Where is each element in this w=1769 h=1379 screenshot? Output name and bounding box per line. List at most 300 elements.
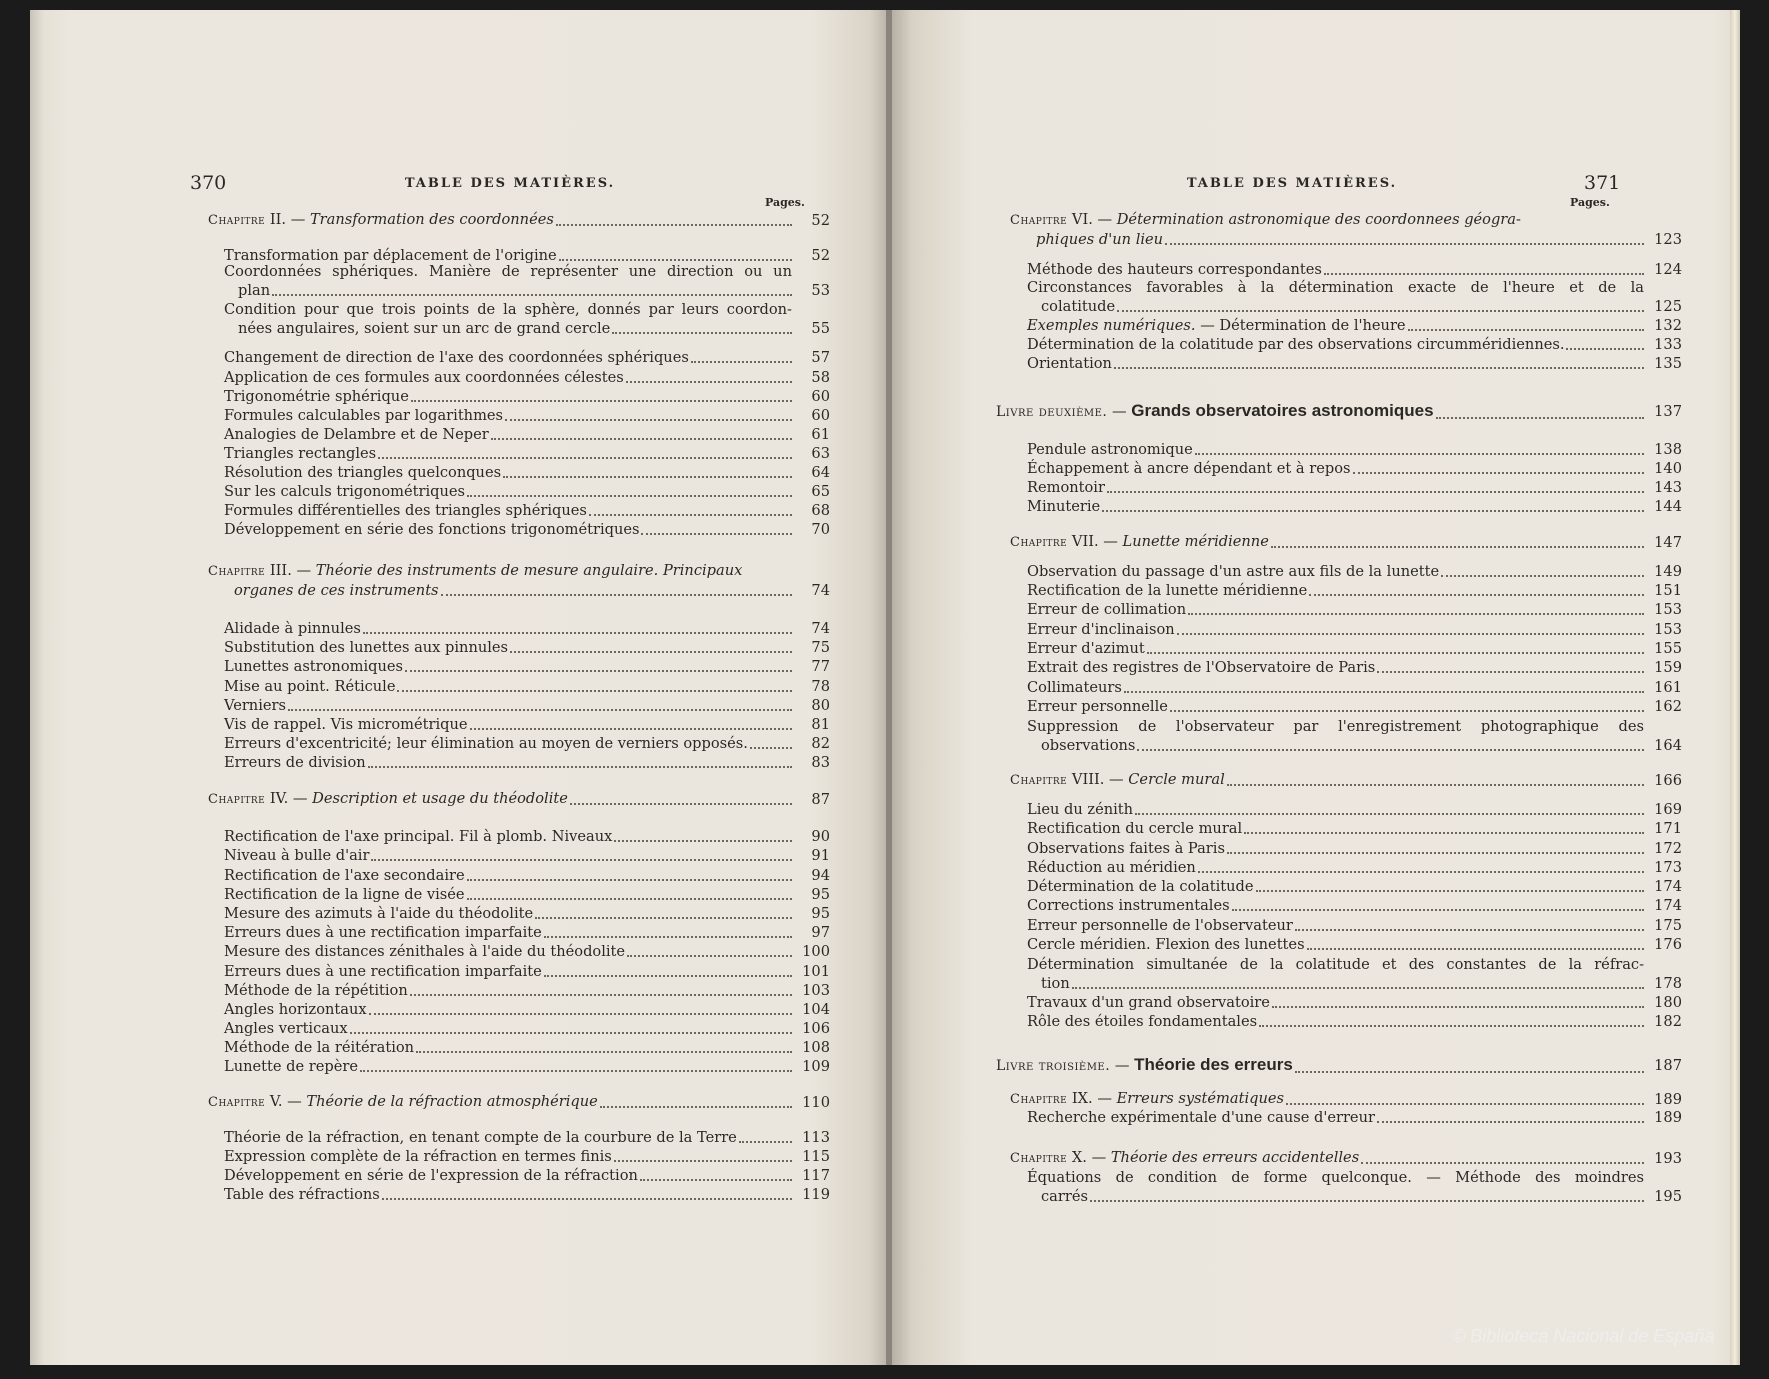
entry-title: Minuterie [1027, 498, 1101, 515]
page-number: 135 [1654, 355, 1682, 372]
toc-entry [224, 444, 830, 463]
entry-title: Erreurs dues à une rectification imparfaite [224, 963, 542, 980]
entry-title: Triangles rectangles [224, 445, 377, 462]
page-number: 144 [1654, 498, 1682, 515]
dot-leader [1227, 783, 1644, 786]
page-number: 106 [802, 1020, 830, 1037]
page-number: 164 [1654, 737, 1682, 754]
chapter-label: Chapitre [1010, 773, 1068, 788]
dot-leader [369, 1012, 792, 1015]
toc-entry [1027, 819, 1682, 838]
page-number: 55 [811, 320, 830, 337]
page-number: 117 [802, 1167, 830, 1184]
dot-leader [556, 223, 792, 226]
chapter-name: Détermination astronomique des coordonnees géogra- [1116, 211, 1521, 228]
entry-title: Extrait des registres de l'Observatoire de Paris [1027, 659, 1376, 676]
dot-leader [1198, 870, 1644, 873]
entry-title-cont: carrés [1041, 1188, 1088, 1205]
toc-entry [224, 1057, 830, 1076]
dot-leader [544, 935, 792, 938]
entry-title: Circonstances favorables à la détermination exacte de l'heure et de la [1027, 279, 1644, 296]
entry-title-cont: observations [1041, 737, 1136, 754]
dot-leader [1107, 490, 1644, 493]
entry-title: Condition pour que trois points de la sphère, donnés par leurs coordon- [224, 301, 792, 318]
dot-leader [626, 380, 792, 383]
chapter-heading-line2 [234, 581, 830, 600]
toc-entry [1027, 935, 1682, 954]
chapter-heading [1010, 532, 1682, 552]
page-number: 175 [1654, 917, 1682, 934]
page-number: 60 [811, 388, 830, 405]
entry-title: Corrections instrumentales [1027, 897, 1230, 914]
page-number: 151 [1654, 582, 1682, 599]
toc-entry-line2 [1041, 297, 1682, 316]
toc-entry [224, 463, 830, 482]
entry-title: Développement en série de l'expression de la réfraction [224, 1167, 638, 1184]
chapter-number: IX. — [1071, 1090, 1112, 1107]
dot-leader [288, 708, 792, 711]
book-name: Théorie des erreurs [1134, 1055, 1293, 1074]
page-number: 123 [1654, 231, 1682, 248]
page-number: 182 [1654, 1013, 1682, 1030]
entry-title: Erreur d'azimut [1027, 640, 1145, 657]
page-number: 83 [811, 754, 830, 771]
dot-leader [1227, 851, 1644, 854]
chapter-number: V. — [269, 1093, 302, 1110]
page-number: 159 [1654, 659, 1682, 676]
entry-title: Résolution des triangles quelconques [224, 464, 502, 481]
dot-leader [1353, 471, 1645, 474]
page-number: 138 [1654, 441, 1682, 458]
dot-leader [397, 689, 792, 692]
chapter-heading [208, 789, 830, 809]
page-number: 137 [1654, 403, 1682, 420]
page-number: 178 [1654, 975, 1682, 992]
dot-leader [1295, 928, 1644, 931]
page-number: 174 [1654, 878, 1682, 895]
entry-title: Coordonnées sphériques. Manière de représenter une direction ou un [224, 263, 792, 280]
toc-entry [224, 406, 830, 425]
entry-title: Sur les calculs trigonométriques [224, 483, 466, 500]
entry-title: Erreurs de division [224, 754, 366, 771]
dot-leader [1244, 831, 1644, 834]
entry-title: Niveau à bulle d'air [224, 847, 370, 864]
toc-entry [1027, 600, 1682, 619]
chapter-name: Description et usage du théodolite [312, 790, 568, 807]
page-number: 110 [802, 1094, 830, 1111]
left-pages-label: Pages. [765, 196, 805, 209]
toc-entry [1027, 877, 1682, 896]
page-number: 94 [811, 867, 830, 884]
chapter-heading-line2 [1036, 230, 1682, 249]
entry-title-cont: nées angulaires, soient sur un arc de grand cercle [238, 320, 611, 337]
chapter-name: Cercle mural [1128, 771, 1225, 788]
entry-title: Lunettes astronomiques [224, 658, 403, 675]
entry-title: Formules différentielles des triangles sphériques [224, 502, 587, 519]
page-number: 82 [811, 735, 830, 752]
entry-title: Développement en série des fonctions trigonométriques [224, 521, 640, 538]
page-number: 77 [811, 658, 830, 675]
page-number: 125 [1654, 298, 1682, 315]
entry-title: Table des réfractions [224, 1186, 380, 1203]
page-number: 75 [811, 639, 830, 656]
page-number: 169 [1654, 801, 1682, 818]
toc-entry-line1 [1027, 717, 1644, 736]
dot-leader [378, 456, 792, 459]
entry-title: Pendule astronomique [1027, 441, 1193, 458]
dot-leader [405, 669, 792, 672]
entry-title: Remontoir [1027, 479, 1105, 496]
page-number: 57 [811, 349, 830, 366]
entry-title: Angles horizontaux [224, 1001, 367, 1018]
dot-leader [640, 1178, 792, 1181]
dot-leader [1566, 347, 1644, 350]
page-number: 80 [811, 697, 830, 714]
entry-title: Équations de condition de forme quelconque. — Méthode des moindres [1027, 1169, 1644, 1186]
chapter-name: Erreurs systématiques [1116, 1090, 1284, 1107]
entry-title: Échappement à ancre dépendant et à repos [1027, 460, 1351, 477]
book-name: Grands observatoires astronomiques [1131, 401, 1434, 420]
chapter-heading [1010, 1148, 1682, 1168]
page-number: 52 [811, 247, 830, 264]
library-credit: © Biblioteca Nacional de España [1452, 1326, 1715, 1346]
dot-leader [1441, 574, 1644, 577]
toc-entry [224, 387, 830, 406]
dot-leader [600, 1105, 792, 1108]
page-number: 155 [1654, 640, 1682, 657]
chapter-label: Chapitre [1010, 535, 1068, 550]
chapter-label: Chapitre [208, 792, 266, 807]
toc-entry-line1 [224, 300, 792, 319]
toc-entry-line1 [1027, 1168, 1644, 1187]
entry-title: Méthode des hauteurs correspondantes [1027, 261, 1322, 278]
page-number: 74 [811, 620, 830, 637]
entry-title: Vis de rappel. Vis micrométrique [224, 716, 468, 733]
page-number: 100 [802, 943, 830, 960]
dot-leader [491, 437, 792, 440]
page-number: 53 [811, 282, 830, 299]
right-page-number: 371 [1584, 172, 1621, 194]
entry-title: Observation du passage d'un astre aux fils de la lunette [1027, 563, 1440, 580]
page-number: 124 [1654, 261, 1682, 278]
dot-leader [467, 494, 792, 497]
dot-leader [1272, 1005, 1644, 1008]
toc-entry [224, 734, 830, 753]
entry-title: Alidade à pinnules [224, 620, 361, 637]
toc-entry [224, 923, 830, 942]
page-number: 68 [811, 502, 830, 519]
toc-entry [1027, 335, 1682, 354]
toc-entry [1027, 562, 1682, 581]
dot-leader [739, 1140, 792, 1143]
page-number: 65 [811, 483, 830, 500]
dot-leader [1124, 690, 1644, 693]
dot-leader [570, 802, 792, 805]
dot-leader [371, 858, 792, 861]
chapter-name: Transformation des coordonnées [309, 211, 554, 228]
page-number: 166 [1654, 772, 1682, 789]
entry-title: Erreur personnelle de l'observateur [1027, 917, 1293, 934]
page-number: 149 [1654, 563, 1682, 580]
chapter-label: Chapitre [208, 1095, 266, 1110]
toc-entry [1027, 858, 1682, 877]
chapter-title [1010, 770, 1225, 790]
dot-leader [535, 916, 792, 919]
dot-leader [641, 532, 792, 535]
dot-leader [1436, 416, 1644, 419]
dot-leader [691, 360, 792, 363]
toc-entry [224, 619, 830, 638]
dot-leader [467, 897, 792, 900]
dot-leader [1377, 1120, 1644, 1123]
page-number: 95 [811, 905, 830, 922]
chapter-name: Lunette méridienne [1122, 533, 1269, 550]
book-title [996, 400, 1434, 423]
toc-entry-line2 [1041, 1187, 1682, 1206]
page-number: 70 [811, 521, 830, 538]
dot-leader [1090, 1199, 1644, 1202]
right-running-head [892, 172, 1740, 209]
toc-entry [1027, 896, 1682, 915]
chapter-number: IV. — [269, 790, 308, 807]
right-running-title: TABLE DES MATIÈRES. [1186, 176, 1398, 191]
page-number: 119 [802, 1186, 830, 1203]
page-number: 103 [802, 982, 830, 999]
page-number: 143 [1654, 479, 1682, 496]
chapter-number: III. — [269, 562, 312, 579]
dot-leader [441, 593, 792, 596]
toc-entry-line2 [238, 319, 830, 338]
book-label: Livre troisième. [996, 1058, 1111, 1074]
dot-leader [1135, 812, 1644, 815]
toc-entry [1027, 581, 1682, 600]
dot-leader [1271, 545, 1644, 548]
entry-title: Rôle des étoiles fondamentales [1027, 1013, 1258, 1030]
entry-title: Cercle méridien. Flexion des lunettes [1027, 936, 1305, 953]
chapter-heading-line1 [208, 561, 792, 581]
toc-entry [1027, 316, 1682, 335]
entry-title: Substitution des lunettes aux pinnules [224, 639, 509, 656]
entry-title: Collimateurs [1027, 679, 1122, 696]
entry-title: Recherche expérimentale d'une cause d'erreur [1027, 1109, 1375, 1126]
chapter-label: Chapitre [208, 213, 266, 228]
toc-entry [1027, 658, 1682, 677]
chapter-label: Chapitre [1010, 1151, 1068, 1166]
entry-title: Détermination simultanée de la colatitude et des constantes de la réfrac- [1027, 956, 1644, 973]
dot-leader [1195, 452, 1644, 455]
dot-leader [1188, 612, 1644, 615]
page-number: 113 [802, 1129, 830, 1146]
dot-leader [360, 1069, 792, 1072]
page-number: 161 [1654, 679, 1682, 696]
dot-leader [1259, 1024, 1644, 1027]
dot-leader [544, 974, 792, 977]
entry-title: Observations faites à Paris [1027, 840, 1225, 857]
entry-title: Verniers [224, 697, 286, 714]
chapter-name-cont: organes de ces instruments [234, 582, 439, 599]
page-number: 90 [811, 828, 830, 845]
page-number: 180 [1654, 994, 1682, 1011]
dot-leader [510, 650, 792, 653]
page-number: 78 [811, 678, 830, 695]
toc-entry-line2 [238, 281, 830, 300]
chapter-number: VII. — [1071, 533, 1118, 550]
dot-leader [272, 293, 792, 296]
chapter-title [1010, 1089, 1284, 1109]
dot-leader [614, 1159, 792, 1162]
dot-leader [612, 331, 792, 334]
chapter-number: VIII. — [1071, 771, 1124, 788]
entry-title: Angles verticaux [224, 1020, 348, 1037]
page-number: 187 [1654, 1057, 1682, 1074]
chapter-title [1010, 210, 1521, 230]
chapter-title [208, 561, 742, 581]
dot-leader [467, 878, 792, 881]
toc-entry [1027, 800, 1682, 819]
toc-entry [224, 520, 830, 539]
entry-title-rest: — Détermination de l'heure [1195, 317, 1406, 334]
chapter-title [208, 1092, 598, 1112]
page-number: 108 [802, 1039, 830, 1056]
dot-leader [614, 839, 792, 842]
entry-title: Lunette de repère [224, 1058, 358, 1075]
toc-entry [1027, 697, 1682, 716]
dot-leader [505, 418, 792, 421]
chapter-heading [208, 1092, 830, 1112]
book-spread [30, 10, 1740, 1365]
entry-title: Erreurs dues à une rectification imparfaite [224, 924, 542, 941]
page-number: 189 [1654, 1091, 1682, 1108]
dot-leader [1177, 632, 1644, 635]
left-page [30, 10, 888, 1365]
toc-entry [1027, 916, 1682, 935]
toc-entry [224, 482, 830, 501]
entry-title-cont: tion [1041, 975, 1070, 992]
page-number: 133 [1654, 336, 1682, 353]
chapter-label: Chapitre [1010, 213, 1068, 228]
toc-entry [224, 846, 830, 865]
entry-title: Rectification de l'axe principal. Fil à plomb. Niveaux [224, 828, 613, 845]
dot-leader [627, 954, 792, 957]
toc-entry [224, 657, 830, 676]
dot-leader [1137, 748, 1644, 751]
toc-entry [1027, 497, 1682, 516]
entry-title: Orientation [1027, 355, 1112, 372]
entry-title: Théorie de la réfraction, en tenant compte de la courbure de la Terre [224, 1129, 737, 1146]
toc-entry [224, 501, 830, 520]
entry-title: Erreur personnelle [1027, 698, 1168, 715]
chapter-number: VI. — [1071, 211, 1113, 228]
dot-leader [589, 513, 792, 516]
dot-leader [1165, 242, 1644, 245]
toc-entry [224, 753, 830, 772]
dot-leader [368, 765, 792, 768]
toc-entry [224, 348, 830, 367]
page-number: 174 [1654, 897, 1682, 914]
toc-entry [224, 962, 830, 981]
toc-entry [224, 1185, 830, 1204]
toc-entry [224, 885, 830, 904]
toc-entry [224, 715, 830, 734]
dot-leader [350, 1031, 792, 1034]
dot-leader [1147, 651, 1644, 654]
dot-leader [1309, 593, 1644, 596]
dot-leader [363, 631, 792, 634]
toc-entry-line1 [224, 262, 792, 281]
entry-title: Rectification du cercle mural [1027, 820, 1243, 837]
toc-entry [224, 1128, 830, 1147]
right-pages-label: Pages. [1570, 196, 1610, 209]
entry-title: Réduction au méridien [1027, 859, 1196, 876]
toc-entry [1027, 459, 1682, 478]
page-number: 115 [802, 1148, 830, 1165]
entry-title: Travaux d'un grand observatoire [1027, 994, 1270, 1011]
page-number: 173 [1654, 859, 1682, 876]
entry-title: Suppression de l'observateur par l'enregistrement photographique des [1027, 718, 1644, 735]
entry-title: Lieu du zénith [1027, 801, 1134, 818]
left-running-head [30, 172, 888, 209]
page-number: 87 [811, 791, 830, 808]
dot-leader [1324, 272, 1644, 275]
toc-entry [1027, 1012, 1682, 1031]
toc-entry [1027, 260, 1682, 279]
toc-entry-line2 [1041, 736, 1682, 755]
toc-entry [1027, 639, 1682, 658]
toc-entry [224, 638, 830, 657]
page-number: 60 [811, 407, 830, 424]
entry-title-italic: Exemples numériques. [1027, 317, 1196, 334]
book-dash: — [1110, 1057, 1135, 1074]
toc-entry-line1 [1027, 278, 1644, 297]
dot-leader [1286, 1102, 1644, 1105]
toc-entry [1027, 620, 1682, 639]
chapter-title [1010, 1148, 1359, 1168]
page-number: 195 [1654, 1188, 1682, 1205]
chapter-heading [1010, 1089, 1682, 1109]
entry-title [1027, 316, 1406, 335]
left-running-title: TABLE DES MATIÈRES. [404, 176, 616, 191]
page-number: 101 [802, 963, 830, 980]
dot-leader [1307, 947, 1644, 950]
toc-entry [224, 981, 830, 1000]
toc-entry [224, 1000, 830, 1019]
entry-title: Changement de direction de l'axe des coordonnées sphériques [224, 349, 689, 366]
chapter-name: Théorie des erreurs accidentelles [1110, 1149, 1360, 1166]
entry-title: Expression complète de la réfraction en termes finis [224, 1148, 612, 1165]
dot-leader [559, 258, 792, 261]
chapter-name: Théorie de la réfraction atmosphérique [306, 1093, 598, 1110]
dot-leader [503, 475, 792, 478]
chapter-title [208, 210, 554, 230]
entry-title: Méthode de la réitération [224, 1039, 415, 1056]
page-number: 104 [802, 1001, 830, 1018]
page-number: 109 [802, 1058, 830, 1075]
chapter-label: Chapitre [208, 564, 266, 579]
dot-leader [1295, 1070, 1644, 1073]
page-number: 172 [1654, 840, 1682, 857]
toc-entry [224, 1038, 830, 1057]
page-number: 171 [1654, 820, 1682, 837]
entry-title: Trigonométrie sphérique [224, 388, 409, 405]
entry-title: Mesure des distances zénithales à l'aide du théodolite [224, 943, 626, 960]
chapter-heading [208, 210, 830, 230]
entry-title: Transformation par déplacement de l'origine [224, 247, 557, 264]
dot-leader [1361, 1161, 1644, 1164]
dot-leader [470, 727, 792, 730]
page-number: 81 [811, 716, 830, 733]
toc-entry [224, 425, 830, 444]
toc-entry [1027, 678, 1682, 697]
